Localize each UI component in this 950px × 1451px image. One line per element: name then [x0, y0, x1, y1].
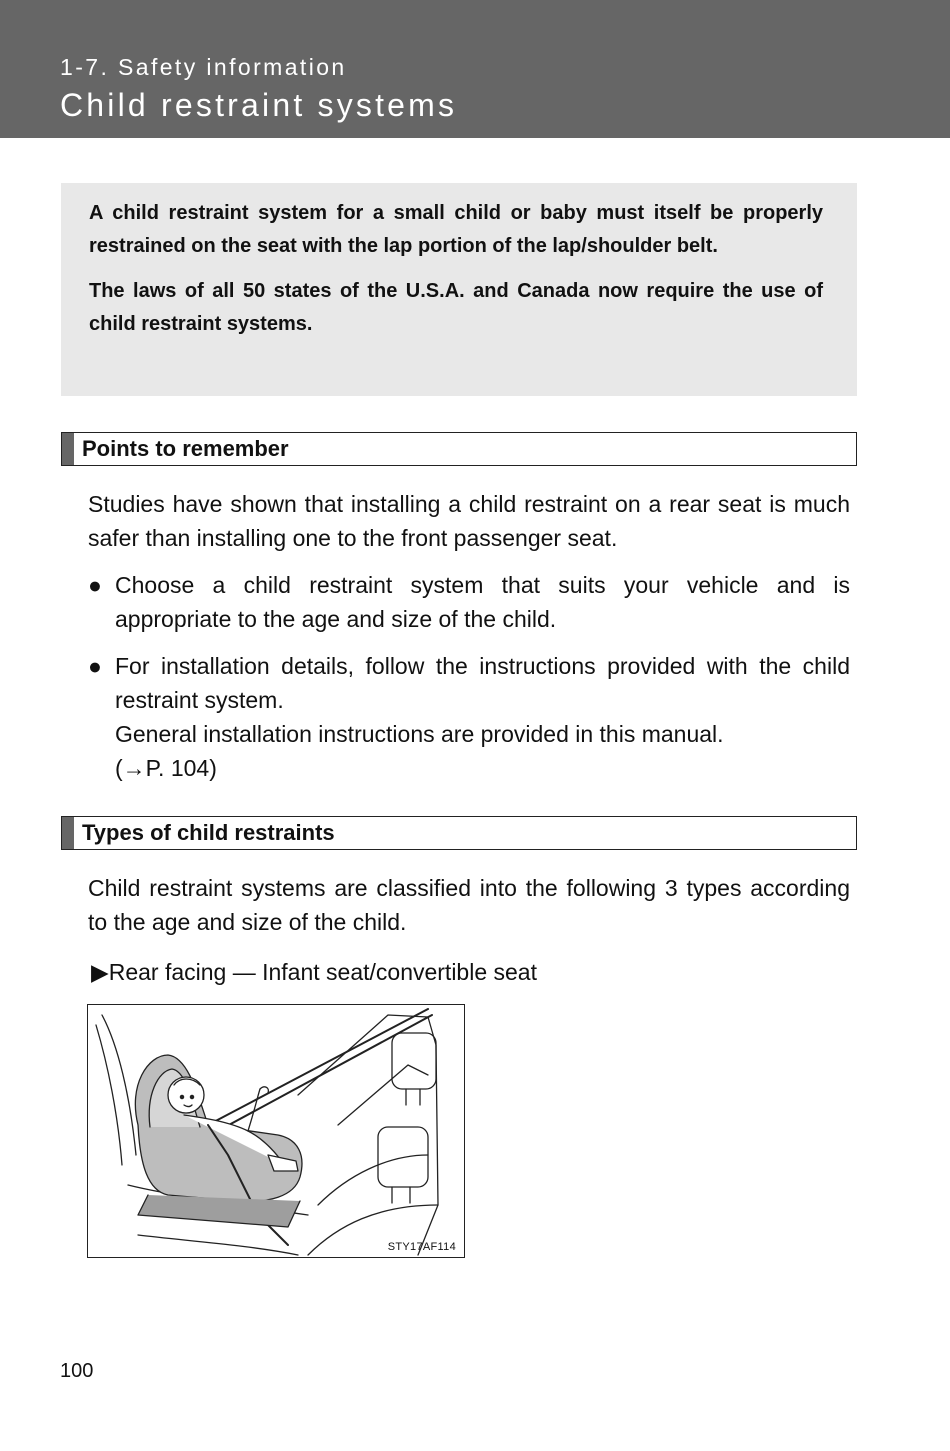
section-heading-types	[61, 816, 857, 850]
intro-paragraph-2: The laws of all 50 states of the U.S.A. and Canada now require the use of child restraint systems.	[89, 280, 823, 335]
section-heading-text: Points to remember	[82, 436, 289, 461]
types-body: Child restraint systems are classified into the following 3 types according to the age and size of the child.	[88, 875, 850, 935]
triangle-bullet-icon: ▶	[91, 959, 109, 985]
bullet-icon: ●	[88, 653, 102, 679]
page-reference-link[interactable]: (→P. 104)	[115, 755, 217, 781]
page-number: 100	[60, 1360, 94, 1382]
heading-bar	[62, 817, 74, 849]
points-body: Studies have shown that installing a child restraint on a rear seat is much safer than installing one to the front passenger seat.	[88, 491, 850, 551]
page-header	[0, 0, 950, 138]
infant-seat-illustration	[87, 1004, 465, 1258]
intro-paragraph-1: A child restraint system for a small child or baby must itself be properly restrained on the seat with the lap portion of the lap/shoulder belt.	[89, 202, 823, 257]
bullet-text-container	[115, 649, 850, 785]
bullet-extra-text: General installation instructions are provided in this manual.	[115, 721, 724, 747]
bullet-text: Choose a child restraint system that suits your vehicle and is appropriate to the age and size of the child.	[115, 572, 850, 632]
figure-code: STY17AF114	[387, 1241, 456, 1253]
restraint-type-item	[91, 955, 537, 989]
section-heading-text: Types of child restraints	[82, 820, 335, 845]
page-title: Child restraint systems	[60, 87, 458, 123]
bullet-item-1	[88, 568, 850, 636]
restraint-type-label: Rear facing — Infant seat/convertible seat	[108, 959, 537, 985]
illustration-drawing	[88, 1005, 464, 1257]
bullet-text: For installation details, follow the instructions provided with the child restraint system.	[115, 653, 850, 713]
intro-box	[61, 183, 857, 396]
bullet-item-2	[88, 649, 850, 785]
bullet-icon: ●	[88, 572, 102, 598]
section-heading-points	[61, 432, 857, 466]
heading-bar	[62, 433, 74, 465]
section-label: 1-7. Safety information	[60, 54, 347, 80]
